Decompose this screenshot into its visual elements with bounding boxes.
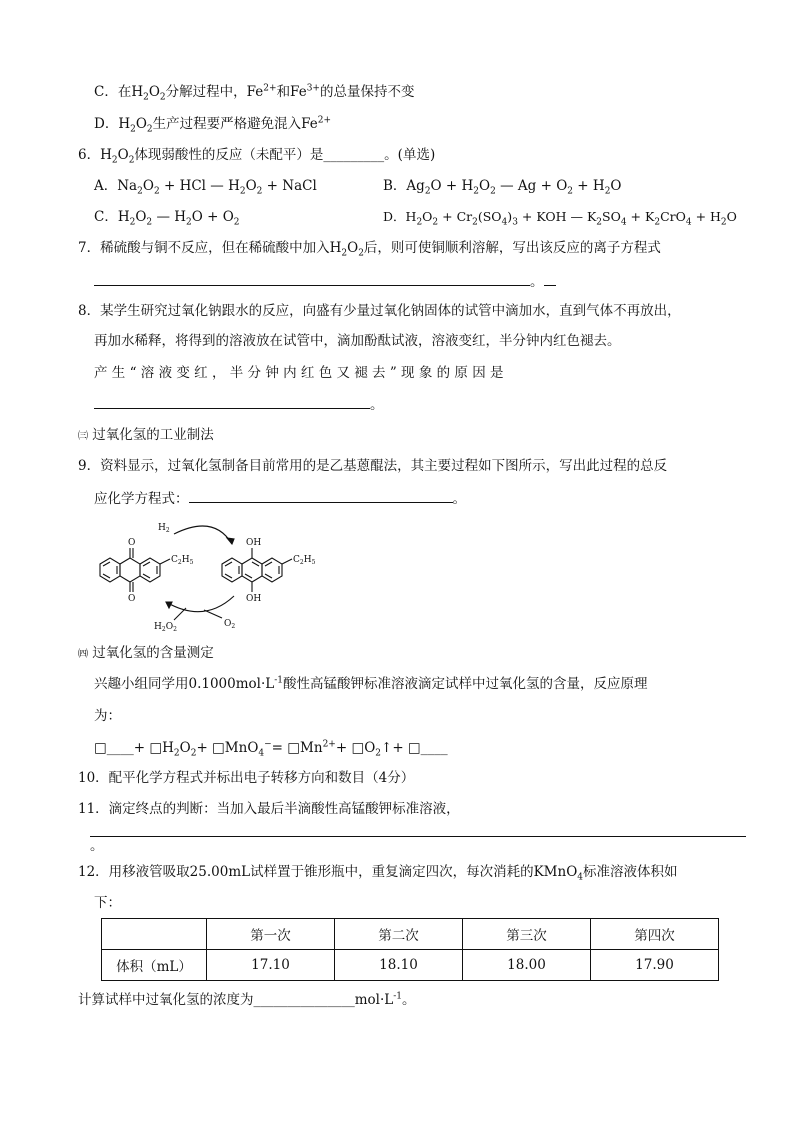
question-7: 7．稀硫酸与铜不反应，但在稀硫酸中加入$H_2O_2$后，则可使铜顺利溶解，写出该反应的离子方程式	[78, 240, 661, 259]
question-6: 6．$H_2O_2$体现弱酸性的反应（未配平）是_________。(单选)	[78, 147, 436, 166]
table-cell: 18.10	[335, 950, 463, 981]
table-header-row	[102, 919, 719, 950]
label-o2: $O_2$	[224, 619, 236, 630]
label-h2: $H_2$	[158, 523, 170, 534]
q6-option-d: D．$H_2O_2 + Cr_2(SO_4)_3$ + KOH — $K_2SO_4 + K_2CrO_4 + H_2O$	[383, 209, 737, 228]
answer-blank[interactable]	[94, 271, 530, 286]
label-oh-top: OH	[246, 538, 262, 548]
section-3-heading: ㈢ 过氧化氢的工业制法	[78, 427, 214, 443]
ethylanthraquinone-process-diagram	[94, 514, 334, 634]
titration-volume-table	[101, 918, 719, 981]
question-9-line-1: 9．资料显示，过氧化氢制备目前常用的是乙基蒽醌法，其主要过程如下图所示，写出此过程的总反	[78, 458, 668, 474]
q11-end: 。	[90, 838, 104, 854]
table-row	[102, 950, 719, 981]
q7-answer-line: 。	[94, 271, 556, 292]
q11-answer-line	[90, 822, 746, 843]
q6-option-b: B．$Ag_2O + H_2O_2$ — $Ag + O_2 + H_2O$	[383, 178, 622, 197]
option-d-line: D．$H_2O_2$生产过程要严格避免混入$Fe^{2+}$	[94, 115, 332, 135]
question-9-line-2: 应化学方程式： 。	[94, 488, 466, 509]
q8-answer-line: 。	[94, 394, 384, 415]
question-11: 11．滴定终点的判断：当加入最后半滴酸性高锰酸钾标准溶液，	[78, 801, 460, 817]
table-header-cell: 第三次	[463, 919, 591, 950]
question-12-line-2: 下：	[94, 895, 121, 911]
section-4-paragraph-line-2: 为：	[94, 708, 121, 724]
label-h2o2: $H_2O_2$	[154, 622, 177, 633]
q6-option-c: C．$H_2O_2$ — $H_2O + O_2$	[94, 209, 240, 228]
table-cell: 17.90	[591, 950, 719, 981]
question-10: 10．配平化学方程式并标出电子转移方向和数目（4分）	[78, 770, 415, 786]
answer-blank[interactable]	[90, 822, 746, 837]
question-8-line-2: 再加水稀释，将得到的溶液放在试管中，滴加酚酞试液，溶液变红，半分钟内红色褪去。	[94, 333, 621, 349]
concentration-question: 计算试样中过氧化氢的浓度为$\_\_\_\_\_\_\_\_\_\_\_\_\_\_\_mol\cdot L^{-1}$。	[78, 991, 416, 1008]
q6-option-a: A．$Na_2O_2$ + HCl — $H_2O_2$ + NaCl	[94, 178, 317, 197]
table-header-cell: 第四次	[591, 919, 719, 950]
table-cell: 17.10	[207, 950, 335, 981]
label-c2h5-left: $C_2H_5$	[171, 555, 194, 566]
label-o-bottom: O	[128, 594, 136, 604]
table-header-cell	[102, 919, 207, 950]
question-8-line-1: 8．某学生研究过氧化钠跟水的反应，向盛有少量过氧化钠固体的试管中滴加水，直到气体不再放出，	[78, 303, 681, 319]
label-oh-bottom: OH	[246, 594, 262, 604]
table-cell: 体积（mL）	[102, 950, 207, 981]
table-header-cell: 第二次	[335, 919, 463, 950]
table-header-cell: 第一次	[207, 919, 335, 950]
section-4-heading: ㈣ 过氧化氢的含量测定	[78, 645, 214, 661]
answer-blank[interactable]	[94, 394, 370, 409]
label-o-top: O	[128, 538, 136, 548]
question-12: 12．用移液管吸取25.00mL试样置于锥形瓶中，重复滴定四次，每次消耗的KMnO$_4$标准溶液体积如	[78, 864, 678, 883]
label-c2h5-right: $C_2H_5$	[293, 555, 316, 566]
answer-blank[interactable]	[189, 488, 453, 503]
reaction-equation: □____+ $□H_2O_2+$ □MnO$_4$−= $□Mn^{2+}+$ $□O_2↑+$ □____	[94, 739, 448, 759]
table-cell: 18.00	[463, 950, 591, 981]
section-4-paragraph-line-1: 兴趣小组同学用$0.1000mol\cdot L^{-1}$酸性高锰酸钾标准溶液滴定试样中过氧化氢的含量，反应原理	[94, 675, 648, 692]
answer-blank[interactable]: _________	[323, 147, 385, 163]
answer-blank[interactable]: _______________	[253, 992, 355, 1008]
question-8-line-3: 产 生 “ 溶 液 变 红 ， 半 分 钟 内 红 色 又 褪 去 ” 现 象 的 原 因 是	[94, 365, 504, 381]
option-c-line: C．在$H_2O_2$分解过程中，$Fe^{2+}$和$Fe^{3+}$的总量保持不变	[94, 83, 415, 103]
